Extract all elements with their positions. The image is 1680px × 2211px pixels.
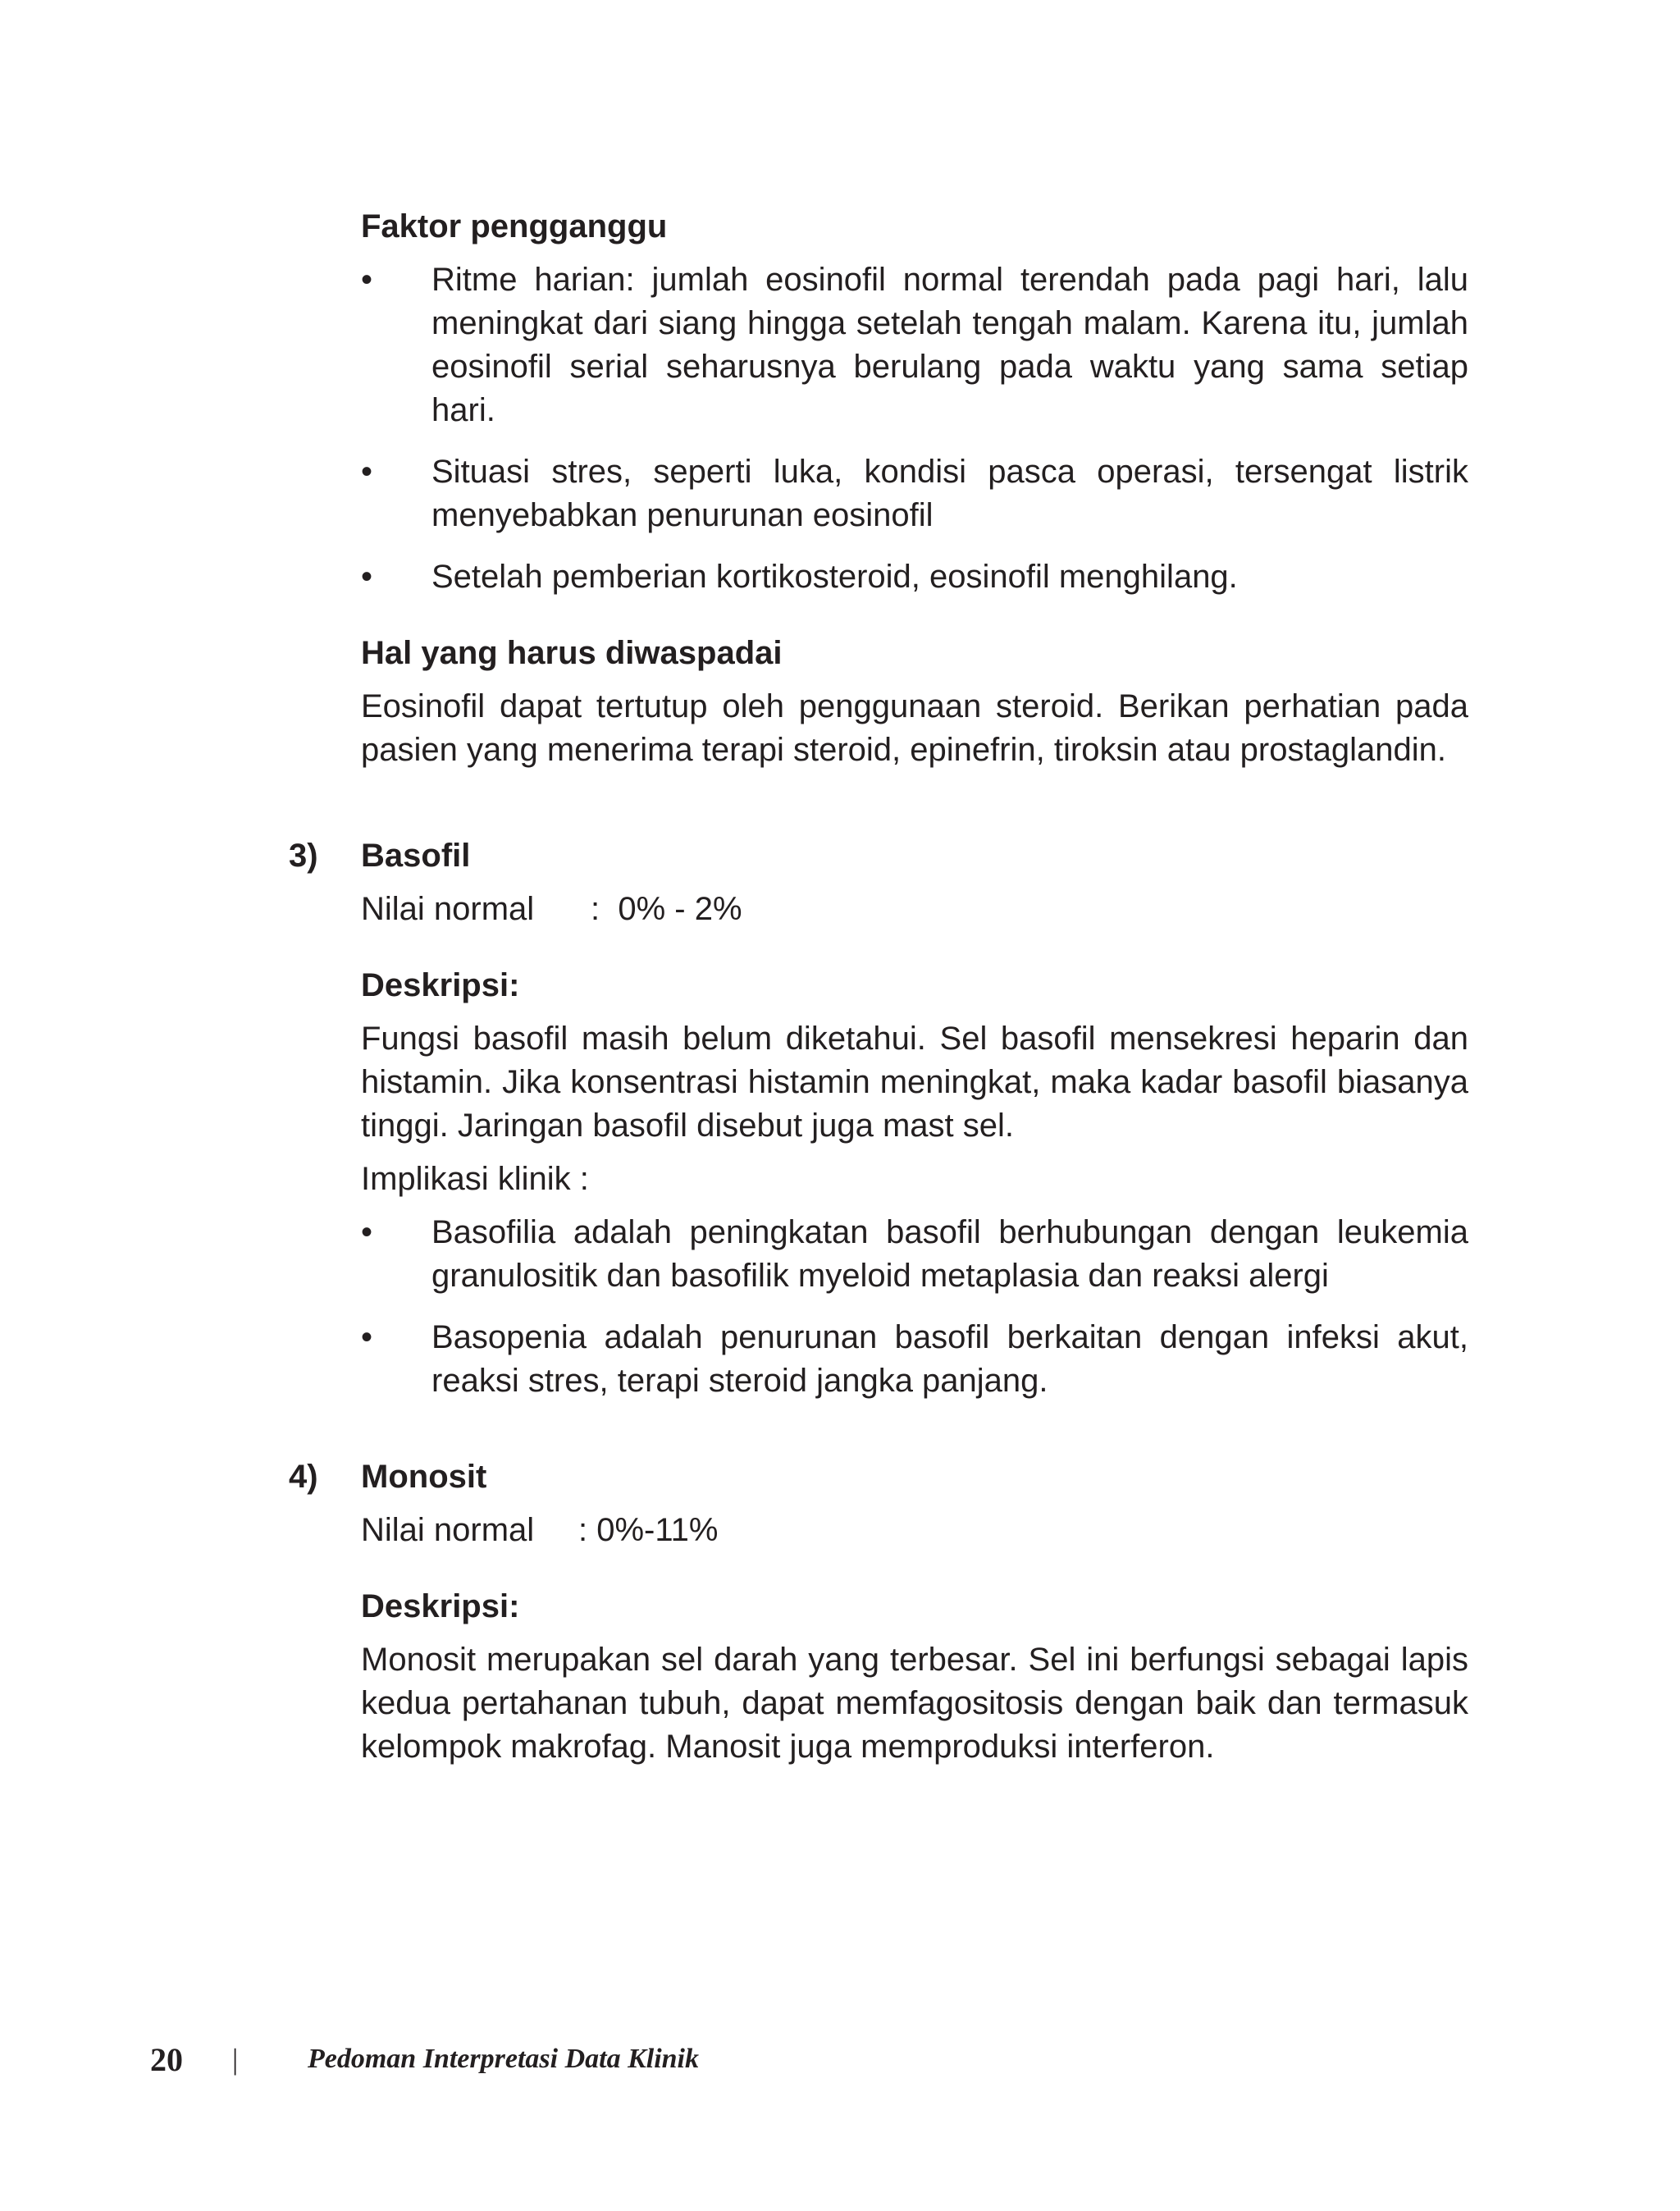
list-item-text: Setelah pemberian kortikosteroid, eosinofil menghilang.	[431, 559, 1238, 595]
normal-value: : 0% - 2%	[591, 891, 742, 927]
waspada-heading: Hal yang harus diwaspadai	[361, 635, 783, 671]
waspada-text: Eosinofil dapat tertutup oleh penggunaan steroid. Berikan perhatian pada pasien yang menerima terapi steroid, epinefrin, tiroksin atau prostaglandin.	[361, 688, 1468, 768]
page-number: 20	[150, 2040, 183, 2078]
list-item	[361, 450, 1468, 537]
list-item	[361, 555, 1468, 599]
list-item-text: Basofilia adalah peningkatan basofil berhubungan dengan leukemia granulositik dan basofilik myeloid metaplasia dan reaksi alergi	[431, 1214, 1468, 1294]
implikasi-label: Implikasi klinik :	[361, 1161, 589, 1197]
section-number: 4)	[289, 1459, 318, 1495]
page-footer	[150, 2035, 699, 2084]
section-number: 3)	[289, 838, 318, 874]
normal-value-row	[361, 1509, 1468, 1552]
list-item-text: Ritme harian: jumlah eosinofil normal terendah pada pagi hari, lalu meningkat dari siang hingga setelah tengah malam. Karena itu, jumlah eosinofil serial seharusnya berulang pada waktu yang sama setiap hari.	[431, 262, 1468, 428]
normal-label: Nilai normal	[361, 891, 535, 927]
bullet-icon: •	[361, 1319, 373, 1355]
normal-value-row	[361, 888, 1468, 931]
faktor-list	[361, 258, 1468, 599]
list-item	[361, 1316, 1468, 1403]
book-title: Pedoman Interpretasi Data Klinik	[308, 2044, 699, 2074]
implikasi-list	[361, 1211, 1468, 1403]
description-heading: Deskripsi:	[361, 967, 520, 1003]
description-heading: Deskripsi:	[361, 1588, 520, 1624]
bullet-icon: •	[361, 559, 373, 595]
section-basofil	[289, 834, 1468, 1403]
section-title: Monosit	[361, 1459, 487, 1495]
description-text: Monosit merupakan sel darah yang terbesar. Sel ini berfungsi sebagai lapis kedua pertahanan tubuh, dapat memfagositosis dengan baik dan termasuk kelompok makrofag. Manosit juga memproduksi interferon.	[361, 1642, 1468, 1765]
normal-value: : 0%-11%	[578, 1512, 719, 1548]
page-content	[289, 205, 1468, 1769]
list-item-text: Basopenia adalah penurunan basofil berkaitan dengan infeksi akut, reaksi stres, terapi steroid jangka panjang.	[431, 1319, 1468, 1399]
bullet-icon: •	[361, 262, 373, 298]
section-title: Basofil	[361, 838, 471, 874]
list-item	[361, 1211, 1468, 1298]
section-monosit	[289, 1455, 1468, 1769]
faktor-heading: Faktor pengganggu	[361, 208, 668, 244]
bullet-icon: •	[361, 1214, 373, 1250]
description-text: Fungsi basofil masih belum diketahui. Sel basofil mensekresi heparin dan histamin. Jika konsentrasi histamin meningkat, maka kadar basofil biasanya tinggi. Jaringan basofil disebut juga mast sel.	[361, 1021, 1468, 1144]
list-item-text: Situasi stres, seperti luka, kondisi pasca operasi, tersengat listrik menyebabkan penurunan eosinofil	[431, 454, 1468, 533]
normal-label: Nilai normal	[361, 1512, 535, 1548]
list-item	[361, 258, 1468, 432]
bullet-icon: •	[361, 454, 373, 490]
footer-separator: |	[232, 2043, 239, 2076]
